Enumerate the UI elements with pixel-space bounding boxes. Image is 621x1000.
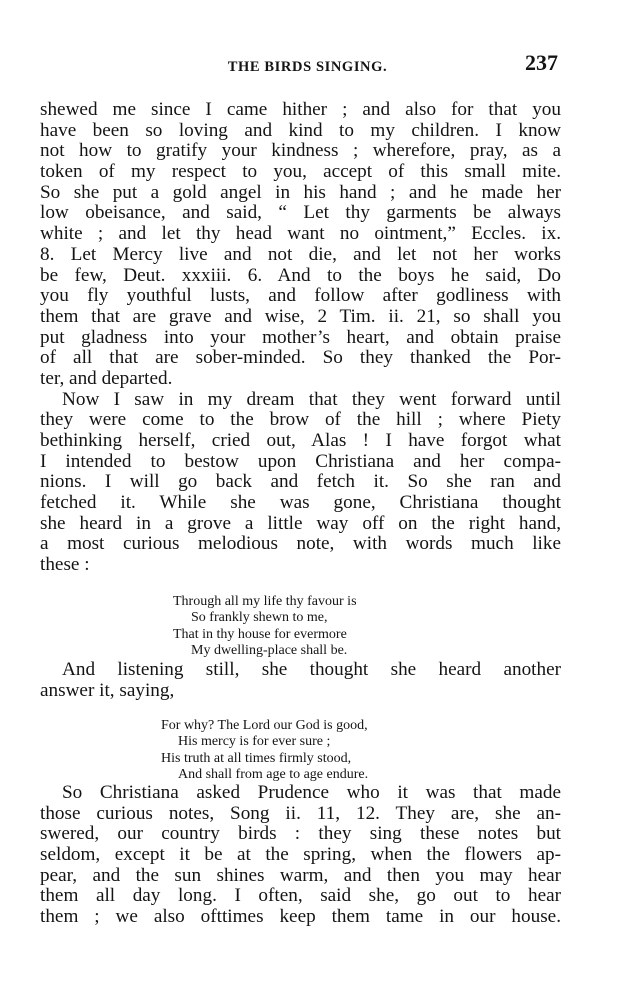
verse-first-bird xyxy=(40,594,561,659)
verse-line: So frankly shewn to me, xyxy=(191,610,328,626)
text-line: seldom, except it be at the spring, when the flowers ap- xyxy=(40,844,561,866)
paragraph-dream xyxy=(40,390,561,576)
page-number: 237 xyxy=(525,50,558,75)
paragraph-country-birds xyxy=(40,783,561,928)
text-line: pear, and the sun shines warm, and then you may hear xyxy=(40,864,561,886)
text-line: white ; and let thy head want no ointment,” Eccles. ix. xyxy=(40,223,561,245)
text-line: Now I saw in my dream that they went forward until xyxy=(62,388,561,410)
paragraph-listening xyxy=(40,660,561,701)
verse-line: My dwelling-place shall be. xyxy=(191,642,348,658)
text-line: ter, and departed. xyxy=(40,367,173,389)
text-line: low obeisance, and said, “ Let thy garments be always xyxy=(40,202,561,224)
verse-line: And shall from age to age endure. xyxy=(178,766,369,782)
text-line: nions. I will go back and fetch it. So she ran and xyxy=(40,471,561,493)
text-line: them all day long. I often, said she, go out to hear xyxy=(40,885,561,907)
text-line: I intended to bestow upon Christiana and her compa- xyxy=(40,450,561,472)
text-line: a most curious melodious note, with words much like xyxy=(40,533,561,555)
text-line: those curious notes, Song ii. 11, 12. They are, she an- xyxy=(40,802,561,824)
text-block-upper xyxy=(40,100,561,576)
text-line: swered, our country birds : they sing these notes but xyxy=(40,823,561,845)
verse-line: His mercy is for ever sure ; xyxy=(178,734,331,750)
running-head xyxy=(55,50,560,84)
verse-line: That in thy house for evermore xyxy=(173,626,347,642)
running-title: THE BIRDS SINGING. xyxy=(227,59,388,75)
text-line: So she put a gold angel in his hand ; and he made her xyxy=(40,181,561,203)
verse-second-bird xyxy=(40,718,561,783)
text-line: they were come to the brow of the hill ; where Piety xyxy=(40,409,561,431)
text-line: them ; we also ofttimes keep them tame in our house. xyxy=(40,906,561,928)
text-line: And listening still, she thought she heard another xyxy=(62,659,561,680)
text-line: shewed me since I came hither ; and also for that you xyxy=(40,99,561,120)
text-line: you fly youthful lusts, and follow after godliness with xyxy=(40,285,561,307)
text-line: not how to gratify your kindness ; wherefore, pray, as a xyxy=(40,140,561,162)
text-line: 8. Let Mercy live and not die, and let not her works xyxy=(40,243,561,265)
text-block-lower xyxy=(40,783,561,928)
text-block-middle xyxy=(40,660,561,701)
text-line: So Christiana asked Prudence who it was that made xyxy=(62,782,561,803)
verse-line: For why? The Lord our God is good, xyxy=(161,718,368,733)
text-line: of all that are sober-minded. So they thanked the Por- xyxy=(40,347,561,369)
text-line: fetched it. While she was gone, Christiana thought xyxy=(40,492,561,514)
verse-line: His truth at all times firmly stood, xyxy=(161,750,352,766)
text-line: bethinking herself, cried out, Alas ! I have forgot what xyxy=(40,430,561,451)
text-line: have been so loving and kind to my children. I know xyxy=(40,119,561,141)
text-line: them that are grave and wise, 2 Tim. ii. 21, so shall you xyxy=(40,305,561,327)
verse-line: Through all my life thy favour is xyxy=(173,594,357,609)
text-line: she heard in a grove a little way off on the right hand, xyxy=(40,512,561,534)
text-line: answer it, saying, xyxy=(40,679,175,701)
text-line: these : xyxy=(40,554,90,576)
text-line: token of my respect to you, accept of this small mite. xyxy=(40,161,561,183)
text-line: be few, Deut. xxxiii. 6. And to the boys he said, Do xyxy=(40,264,561,286)
text-line: put gladness into your mother’s heart, and obtain praise xyxy=(40,326,561,348)
paragraph-porter-farewell xyxy=(40,100,561,390)
